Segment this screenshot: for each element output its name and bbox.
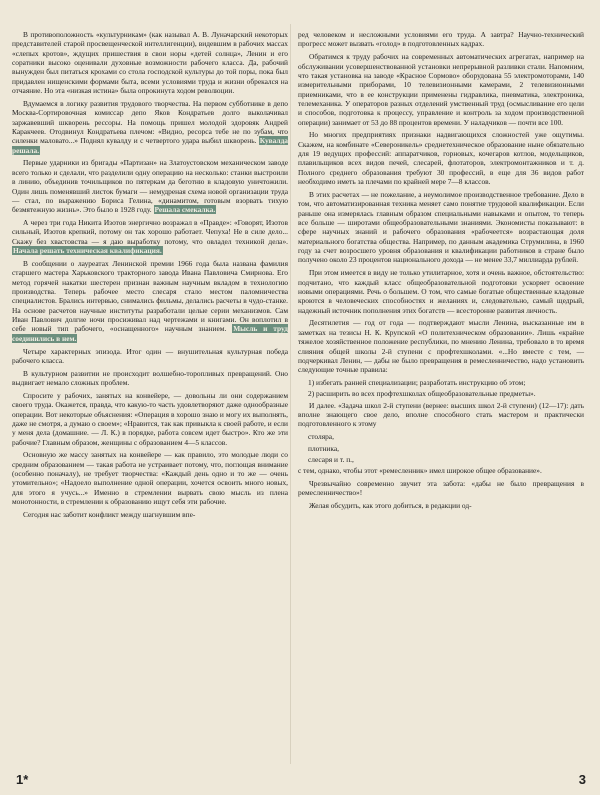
paragraph: В культурном развитии не происходит волшебно-торопливых превращений. Оно выдвигает немало сложных проблем. — [12, 368, 288, 388]
signature-mark: 1* — [16, 772, 29, 787]
paragraph: И далее. «Задача школ 2-й ступени (вернее: высших школ 2-й ступени) (12—17): дать вполне знающего свое дело, вполне способного стать мастером и практически подготовленного к этому — [298, 400, 584, 429]
paragraph: Сегодня нас заботит конфликт между шагнувшим впе- — [23, 510, 196, 519]
right-column — [298, 30, 584, 514]
paragraph: Желая обсудить, как этого добиться, в редакции од- — [309, 501, 472, 511]
highlight-phrase: Кувалда решала. — [12, 136, 288, 155]
column-gutter — [290, 24, 291, 764]
list-item: столяра, — [308, 432, 334, 442]
page-number: 3 — [578, 772, 586, 787]
paragraph — [12, 158, 288, 214]
paragraph — [12, 99, 288, 155]
list-item: 2) расширить во всех профтехшколах общеобразовательные предметы». — [308, 389, 536, 399]
paragraph: Основную же массу занятых на конвейере — как правило, это молодые люди со средним образованием — такая работа не устраивает потому, что, поглощая внимание (особенно поначалу), не требует творчества: «Каждый день одно и то же — очень утомительно»; «Надоело выполнение одной операции, хочется освоить много новых, для этого я учусь...» Именно в стремлении вырвать свою мысль из плена монотонности, в стремлении к образованию ищут себя эти рабочие. — [12, 450, 288, 507]
paragraph: Четыре характерных эпизода. Итог один — внушительная культурная победа рабочего класса. — [12, 346, 288, 365]
paragraph-text: А через три года Никита Изотов энергично возражал в «Правде»: «Говорят, Изотов сильный, Изотов крепкий, потому он так хорошо работает. Чепуха! Не в силе дело... Скажу без хвастовства — я даю выработку потому, что овладел техникой дела». — [12, 218, 288, 246]
list-item: плотника, — [308, 443, 339, 453]
list-item: 1) избегать ранней специализации; разработать инструкцию об этом; — [308, 378, 526, 388]
paragraph: В этих расчетах — не пожелание, а неумолимое производственное требование. Дело в том, что автоматизированная техника меняет само понятие трудовой квалификации. Если раньше она измерялась главным образом специальными навыками и опытом, то теперь все больше — широтами общеобразовательными знаниями. Экономисты показывают: в сфере научных знаний и рабочего образования «рабочеется» возрастающая доля материального богатства общества. Например, по данным академика Струмилина, в 1960 году за счет возросшего уровня образования и квалификации работников в стране было получено около 23 процентов национального дохода — не менее 33,7 миллиарда рублей. — [298, 190, 584, 265]
paragraph: Десятилетия — год от года — подтверждают мысли Ленина, высказанные им в заметках на тезисы Н. К. Крупской «О политехническом образовании». Лишь «крайне тяжелое хозяйственное положение республики, по мнению Ленина, требовало в то время слияния общей школы 2-й ступени с профтехшколами. «...Но вместе с тем, — подчеркивал Ленин, — дабы не было превращения в ремесленничество, надо установить следующие точные правила: — [298, 318, 584, 375]
left-column — [12, 30, 288, 523]
paragraph — [12, 218, 288, 255]
paragraph-text: Первые ударники из бригады «Партизан» на Златоустовском механическом заводе всего только и сделали, что разделили одну операцию на несколько: станки выстроили в линию, объединив точильщиков по пятеркам да беготню в кладовую уничтожили. Один лишь поменявший листок бумаги — немудреная схема новой организации труда — стал, по выражению Бориса Гелина, «динамитом, готовым взорвать тихую безмятежную жизнь». Это было в 1928 году. — [12, 158, 288, 215]
highlight-phrase: Мысль и труд соединились в нем. — [12, 324, 288, 343]
highlight-phrase: Решала смекалка. — [154, 205, 216, 215]
paragraph: Чрезвычайно современно звучит эта забота: «дабы не было превращения в ремесленничество»! — [298, 479, 584, 498]
paragraph — [12, 259, 288, 343]
paragraph: Но многих предприятиях признаки надвигающихся сложностей уже ощутимы. Скажем, на комбинате «Североникель» среднетехническое образование ныне обязательно для 19 ведущих профессий: аппаратчиков, горновых, кочегаров котлов, модельщиков, плавильщиков всех видов печей, слесарей, флотаторов, электромонтажников и т. д. Полного среднего образования требуют 30 профессий, в еще для 36 видов работ необходимо иметь за плечами по крайней мере 7—8 классов. — [298, 130, 584, 187]
paragraph-text: Вдумаемся в логику развития трудового творчества. На первом субботнике в депо Москва-Сортировочная комиссар депо Яков Кондратьев долго выколачивал заржавевший шкворень рессоры. На помощь пришел молодой здоровяк Андрей Каракчеев. Отодвинул Кондратьева плечом: «Видно, ресорса тебе не по зубам, что силенки маловато...» Поднял кувалду и с четвертого удара выбил шкворень. — [12, 98, 288, 146]
highlight-phrase: Начала решать техническая квалификация. — [13, 246, 162, 256]
paragraph: Спросите у рабочих, занятых на конвейере, — довольны ли они содержанием своего труда. Окажется, правда, что какую-то часть удовлетворяют даже однообразные операции. Вот некоторые объяснения: «Операция в хорошо знаю и могу их выполнять, даже не смотря, а думаю о своем»; «Нравится, так как привыкла к своей работе, и если у меня дела (домашние. — Л. К.) в порядке, работа совсем идет быстро». Кто же эти рабочие? Главным образом, женщины с образованием 4—5 классов. — [12, 390, 288, 447]
paragraph: с тем, однако, чтобы этот «ремесленник» имел широкое общее образование». — [298, 466, 542, 476]
list-item: слесаря и т. п., — [308, 454, 354, 464]
paragraph: В противоположность «культурникам» (как называл А. В. Луначарский некоторых представителей старой просвещенческой интеллигенции), видевшим в рабочих массах «слепых кротов», ждущих пришествия в свои норы «детей солнца», Ленин и его соратники высоко оценивали духовные возможности рабочего класса. Да, рабочий вынужден был питаться крохами со стола господской культуры до той поры, пока был придавлен нищенскими формами быта, всеми условиями труда и жизни обрекался на отчаяние. Но эта «низкая истина» была опрокинута ходом революции. — [12, 30, 288, 96]
paragraph: Обратимся к труду рабочих на современных автоматических агрегатах, например на обслуживании усовершенствованной установки непрерывной разливки стали. Напомним, что такая установка на заводе «Красное Сормово» оборудована 55 электромоторами, 140 измерительными приборами, 10 телевизионными камерами, 2 телевизионными приемниками, что в ее конструкции применены гидравлика, пневматика, электроника, телемеханика. У операторов разных отделений умственный труд (осмысливание его цели и способов, подготовка к процессу, управление и контроль за ходом производственной операции) занимает от 53 до 88 процентов времени. У наладчиков — почти все 100. — [298, 52, 584, 127]
paragraph: ред человеком и несложными условиями его труда. А завтра? Научно-технический прогресс может вызвать «голод» в подготовленных кадрах. — [298, 30, 584, 49]
paragraph-text: В сообщении о лауреатах Ленинской премии 1966 года была названа фамилия старшего мастера Харьковского тракторного завода Ивана Павловича Смирнова. Его метод горячей накатки шестерен признан важным научным вкладом в технологию производства. Теперь рабочее место слесаря стало местом паломничества специалистов. Брались интервью, снимались фильмы, делались расчеты в чудо-станке. На основе расчетов научные институты разработали целые серии механизмов. Сам Иван Павлович долгие ночи просиживал над чертежами и книгами. Он воплотил в себе новый тип рабочего, «оснащенного» научным знанием. — [12, 258, 288, 334]
paragraph: При этом имеется в виду не только утилитарное, хотя и очень важное, обстоятельство: подчитано, что каждый класс общеобразовательной подготовки ускоряет освоение новыми операциями. Речь о большем. О том, что самые богатые общественные кладовые кроются в человеческих способностях и желаниях и, следовательно, самый щедрый, надежный источник пополнения этих богатств — всесторонне развитая личность. — [298, 268, 584, 315]
